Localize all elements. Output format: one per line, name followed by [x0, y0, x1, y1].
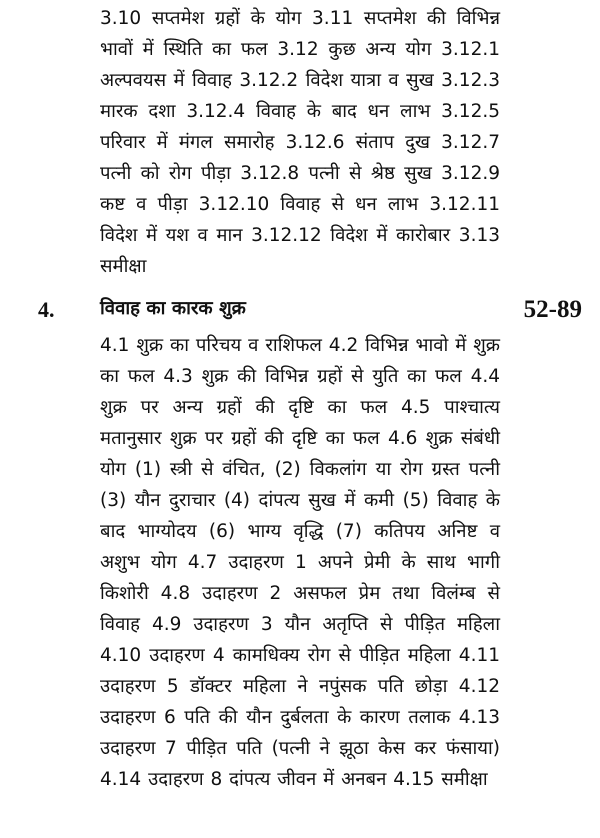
chapter-number: 4.: [38, 297, 55, 322]
toc-continuation-text: 3.10 सप्तमेश ग्रहों के योग 3.11 सप्तमेश की विभिन्न भावों में स्थिति का फल 3.12 कुछ अन्य योग 3.12.1 अल्पवयस में विवाह 3.12.2 विदेश यात्रा व सुख 3.12.3 मारक दशा 3.12.4 विवाह के बाद धन लाभ 3.12.5 परिवार में मंगल समारोह 3.12.6 संताप दुख 3.12.7 पत्नी को रोग पीड़ा 3.12.8 पत्नी से श्रेष्ठ सुख 3.12.9 कष्ट व पीड़ा 3.12.10 विवाह से धन लाभ 3.12.11 विदेश में यश व मान 3.12.12 विदेश में कारोबार 3.13 समीक्षा: [100, 8, 500, 277]
chapter-title: विवाह का कारक शुक्र: [100, 298, 246, 319]
chapter-contents-text: 4.1 शुक्र का परिचय व राशिफल 4.2 विभिन्न भावो में शुक्र का फल 4.3 शुक्र की विभिन्न ग्रहों से युति का फल 4.4 शुक्र पर अन्य ग्रहों की दृष्टि का फल 4.5 पाश्चात्य मतानुसार शुक्र पर ग्रहों की दृष्टि का फल 4.6 शुक्र संबंधी योग (1) स्त्री से वंचित, (2) विकलांग या रोग ग्रस्त पत्नी (3) यौन दुराचार (4) दांपत्य सुख में कमी (5) विवाह के बाद भाग्योदय (6) भाग्य वृद्धि (7) कतिपय अनिष्ट व अशुभ योग 4.7 उदाहरण 1 अपने प्रेमी के साथ भागी किशोरी 4.8 उदाहरण 2 असफल प्रेम तथा विलंम्ब से विवाह 4.9 उदाहरण 3 यौन अतृप्ति से पीड़ित महिला 4.10 उदाहरण 4 कामधिक्य रोग से पीड़ित महिला 4.11 उदाहरण 5 डॉक्टर महिला ने नपुंसक पति छोड़ा 4.12 उदाहरण 6 पति की यौन दुर्बलता के कारण तलाक 4.13 उदाहरण 7 पीड़ित पति (पत्नी ने झूठा केस कर फंसाया) 4.14 उदाहरण 8 दांपत्य जीवन में अनबन 4.15 समीक्षा: [100, 335, 500, 790]
chapter-page-range: 52-89: [523, 296, 582, 323]
